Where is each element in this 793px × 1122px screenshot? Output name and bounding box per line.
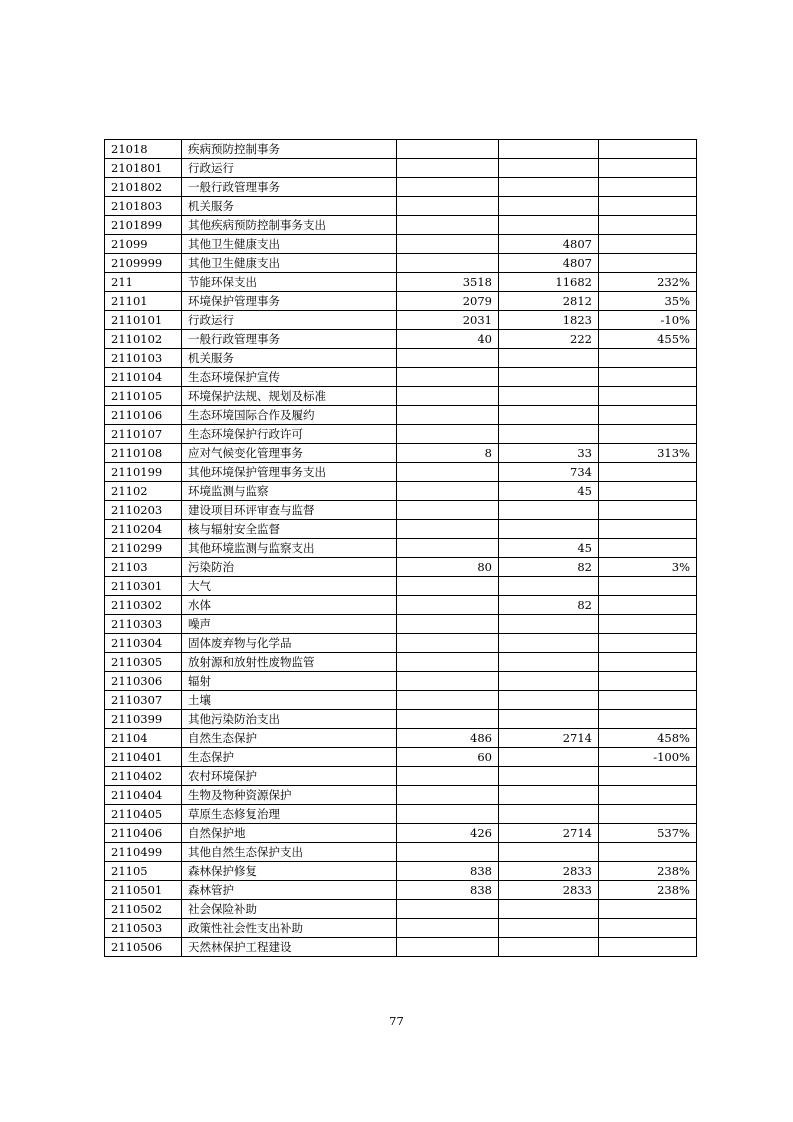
subject-code-cell: 2101803 — [105, 197, 182, 216]
subject-code-cell: 2110103 — [105, 349, 182, 368]
subject-name-cell: 机关服务 — [182, 349, 397, 368]
value-col1-cell: 8 — [397, 444, 499, 463]
value-col1-cell — [397, 843, 499, 862]
value-col1-cell — [397, 178, 499, 197]
subject-name-cell: 森林保护修复 — [182, 862, 397, 881]
value-col1-cell — [397, 653, 499, 672]
value-col2-cell — [499, 501, 599, 520]
subject-name-cell: 应对气候变化管理事务 — [182, 444, 397, 463]
value-col2-cell — [499, 216, 599, 235]
change-percent-cell: 3% — [599, 558, 697, 577]
value-col1-cell — [397, 767, 499, 786]
table-row — [105, 805, 697, 824]
value-col1-cell: 80 — [397, 558, 499, 577]
value-col2-cell — [499, 577, 599, 596]
subject-name-cell: 一般行政管理事务 — [182, 330, 397, 349]
subject-code-cell: 211 — [105, 273, 182, 292]
change-percent-cell — [599, 710, 697, 729]
table-row — [105, 254, 697, 273]
subject-code-cell: 2110301 — [105, 577, 182, 596]
value-col1-cell — [397, 539, 499, 558]
subject-code-cell: 21099 — [105, 235, 182, 254]
value-col1-cell: 838 — [397, 862, 499, 881]
subject-name-cell: 其他自然生态保护支出 — [182, 843, 397, 862]
subject-code-cell: 2110404 — [105, 786, 182, 805]
change-percent-cell — [599, 539, 697, 558]
subject-name-cell: 生态环境国际合作及履约 — [182, 406, 397, 425]
subject-code-cell: 2110299 — [105, 539, 182, 558]
subject-code-cell: 2110402 — [105, 767, 182, 786]
subject-name-cell: 疾病预防控制事务 — [182, 140, 397, 159]
change-percent-cell: -100% — [599, 748, 697, 767]
change-percent-cell — [599, 805, 697, 824]
subject-code-cell: 2110108 — [105, 444, 182, 463]
subject-code-cell: 2101801 — [105, 159, 182, 178]
subject-name-cell: 噪声 — [182, 615, 397, 634]
value-col2-cell: 222 — [499, 330, 599, 349]
value-col2-cell: 2833 — [499, 862, 599, 881]
subject-name-cell: 行政运行 — [182, 311, 397, 330]
value-col2-cell — [499, 786, 599, 805]
subject-code-cell: 2101899 — [105, 216, 182, 235]
subject-name-cell: 水体 — [182, 596, 397, 615]
value-col1-cell — [397, 900, 499, 919]
subject-code-cell: 21105 — [105, 862, 182, 881]
subject-name-cell: 污染防治 — [182, 558, 397, 577]
value-col1-cell — [397, 254, 499, 273]
table-row — [105, 406, 697, 425]
value-col1-cell: 838 — [397, 881, 499, 900]
table-row — [105, 387, 697, 406]
value-col2-cell — [499, 159, 599, 178]
table-row — [105, 786, 697, 805]
value-col1-cell: 40 — [397, 330, 499, 349]
value-col1-cell — [397, 425, 499, 444]
change-percent-cell — [599, 672, 697, 691]
value-col1-cell — [397, 349, 499, 368]
subject-name-cell: 土壤 — [182, 691, 397, 710]
value-col2-cell — [499, 197, 599, 216]
table-row — [105, 520, 697, 539]
subject-code-cell: 2110501 — [105, 881, 182, 900]
change-percent-cell: 232% — [599, 273, 697, 292]
subject-code-cell: 2110499 — [105, 843, 182, 862]
value-col1-cell — [397, 919, 499, 938]
subject-code-cell: 2109999 — [105, 254, 182, 273]
subject-code-cell: 2110304 — [105, 634, 182, 653]
subject-name-cell: 生态保护 — [182, 748, 397, 767]
change-percent-cell — [599, 216, 697, 235]
subject-code-cell: 21103 — [105, 558, 182, 577]
subject-code-cell: 2110302 — [105, 596, 182, 615]
subject-name-cell: 生物及物种资源保护 — [182, 786, 397, 805]
value-col2-cell: 33 — [499, 444, 599, 463]
value-col1-cell: 2031 — [397, 311, 499, 330]
subject-name-cell: 核与辐射安全监督 — [182, 520, 397, 539]
subject-code-cell: 2110199 — [105, 463, 182, 482]
subject-name-cell: 其他卫生健康支出 — [182, 235, 397, 254]
subject-code-cell: 21102 — [105, 482, 182, 501]
change-percent-cell — [599, 178, 697, 197]
value-col2-cell: 45 — [499, 539, 599, 558]
subject-name-cell: 其他环境保护管理事务支出 — [182, 463, 397, 482]
change-percent-cell — [599, 520, 697, 539]
subject-name-cell: 其他卫生健康支出 — [182, 254, 397, 273]
value-col2-cell: 82 — [499, 596, 599, 615]
subject-code-cell: 2110401 — [105, 748, 182, 767]
value-col2-cell — [499, 672, 599, 691]
table-row — [105, 710, 697, 729]
change-percent-cell — [599, 767, 697, 786]
value-col2-cell — [499, 653, 599, 672]
subject-name-cell: 环境监测与监察 — [182, 482, 397, 501]
subject-name-cell: 其他疾病预防控制事务支出 — [182, 216, 397, 235]
subject-name-cell: 自然生态保护 — [182, 729, 397, 748]
value-col1-cell — [397, 786, 499, 805]
change-percent-cell: 313% — [599, 444, 697, 463]
value-col2-cell: 2714 — [499, 824, 599, 843]
subject-code-cell: 2110307 — [105, 691, 182, 710]
table-row — [105, 634, 697, 653]
subject-name-cell: 其他污染防治支出 — [182, 710, 397, 729]
change-percent-cell — [599, 254, 697, 273]
change-percent-cell — [599, 368, 697, 387]
change-percent-cell — [599, 349, 697, 368]
table-row — [105, 938, 697, 957]
value-col2-cell — [499, 748, 599, 767]
change-percent-cell — [599, 843, 697, 862]
subject-code-cell: 2110102 — [105, 330, 182, 349]
value-col2-cell — [499, 349, 599, 368]
value-col2-cell: 2812 — [499, 292, 599, 311]
table-row — [105, 843, 697, 862]
value-col1-cell — [397, 938, 499, 957]
budget-table — [104, 139, 697, 957]
change-percent-cell — [599, 463, 697, 482]
table-row — [105, 349, 697, 368]
value-col1-cell — [397, 463, 499, 482]
value-col2-cell — [499, 425, 599, 444]
table-row — [105, 919, 697, 938]
change-percent-cell: 35% — [599, 292, 697, 311]
subject-code-cell: 2110106 — [105, 406, 182, 425]
change-percent-cell — [599, 691, 697, 710]
subject-code-cell: 2110506 — [105, 938, 182, 957]
value-col2-cell — [499, 767, 599, 786]
change-percent-cell — [599, 501, 697, 520]
subject-name-cell: 固体废弃物与化学品 — [182, 634, 397, 653]
subject-code-cell: 2110105 — [105, 387, 182, 406]
value-col2-cell: 4807 — [499, 235, 599, 254]
value-col1-cell: 60 — [397, 748, 499, 767]
change-percent-cell — [599, 596, 697, 615]
table-row — [105, 235, 697, 254]
value-col2-cell — [499, 805, 599, 824]
value-col2-cell — [499, 691, 599, 710]
subject-name-cell: 天然林保护工程建设 — [182, 938, 397, 957]
table-row — [105, 444, 697, 463]
change-percent-cell: 455% — [599, 330, 697, 349]
value-col1-cell — [397, 482, 499, 501]
subject-name-cell: 一般行政管理事务 — [182, 178, 397, 197]
subject-name-cell: 环境保护管理事务 — [182, 292, 397, 311]
subject-code-cell: 2101802 — [105, 178, 182, 197]
table-row — [105, 653, 697, 672]
subject-name-cell: 建设项目环评审查与监督 — [182, 501, 397, 520]
value-col2-cell: 4807 — [499, 254, 599, 273]
value-col1-cell — [397, 501, 499, 520]
table-row — [105, 273, 697, 292]
table-row — [105, 178, 697, 197]
table-row — [105, 140, 697, 159]
subject-code-cell: 2110406 — [105, 824, 182, 843]
table-row — [105, 900, 697, 919]
subject-code-cell: 2110405 — [105, 805, 182, 824]
table-row — [105, 311, 697, 330]
change-percent-cell: 238% — [599, 862, 697, 881]
value-col2-cell — [499, 178, 599, 197]
change-percent-cell — [599, 653, 697, 672]
value-col2-cell — [499, 919, 599, 938]
value-col1-cell: 3518 — [397, 273, 499, 292]
subject-name-cell: 其他环境监测与监察支出 — [182, 539, 397, 558]
value-col1-cell — [397, 691, 499, 710]
subject-code-cell: 2110502 — [105, 900, 182, 919]
value-col2-cell — [499, 938, 599, 957]
subject-name-cell: 社会保险补助 — [182, 900, 397, 919]
subject-name-cell: 辐射 — [182, 672, 397, 691]
change-percent-cell: 537% — [599, 824, 697, 843]
change-percent-cell — [599, 786, 697, 805]
value-col2-cell — [499, 406, 599, 425]
value-col2-cell — [499, 900, 599, 919]
value-col1-cell — [397, 159, 499, 178]
value-col2-cell: 1823 — [499, 311, 599, 330]
table-row — [105, 691, 697, 710]
value-col1-cell — [397, 387, 499, 406]
change-percent-cell — [599, 577, 697, 596]
change-percent-cell — [599, 140, 697, 159]
value-col2-cell — [499, 843, 599, 862]
subject-code-cell: 2110503 — [105, 919, 182, 938]
subject-name-cell: 草原生态修复治理 — [182, 805, 397, 824]
subject-code-cell: 2110305 — [105, 653, 182, 672]
table-row — [105, 539, 697, 558]
table-row — [105, 330, 697, 349]
change-percent-cell — [599, 425, 697, 444]
value-col1-cell — [397, 406, 499, 425]
table-row — [105, 425, 697, 444]
subject-name-cell: 政策性社会性支出补助 — [182, 919, 397, 938]
change-percent-cell — [599, 387, 697, 406]
table-row — [105, 216, 697, 235]
budget-table-body — [105, 140, 697, 957]
value-col1-cell — [397, 577, 499, 596]
page-number: 77 — [389, 1014, 404, 1028]
subject-code-cell: 2110101 — [105, 311, 182, 330]
change-percent-cell — [599, 235, 697, 254]
value-col1-cell — [397, 710, 499, 729]
subject-name-cell: 节能环保支出 — [182, 273, 397, 292]
table-row — [105, 558, 697, 577]
subject-code-cell: 21018 — [105, 140, 182, 159]
change-percent-cell — [599, 482, 697, 501]
value-col2-cell — [499, 387, 599, 406]
value-col2-cell — [499, 368, 599, 387]
value-col2-cell — [499, 140, 599, 159]
value-col1-cell — [397, 615, 499, 634]
value-col1-cell: 426 — [397, 824, 499, 843]
value-col2-cell — [499, 615, 599, 634]
subject-code-cell: 2110104 — [105, 368, 182, 387]
subject-code-cell: 2110399 — [105, 710, 182, 729]
subject-name-cell: 自然保护地 — [182, 824, 397, 843]
table-row — [105, 292, 697, 311]
table-row — [105, 881, 697, 900]
change-percent-cell — [599, 938, 697, 957]
subject-name-cell: 行政运行 — [182, 159, 397, 178]
value-col2-cell — [499, 634, 599, 653]
value-col1-cell — [397, 216, 499, 235]
subject-code-cell: 21101 — [105, 292, 182, 311]
change-percent-cell — [599, 919, 697, 938]
value-col1-cell — [397, 596, 499, 615]
value-col1-cell — [397, 368, 499, 387]
value-col2-cell: 11682 — [499, 273, 599, 292]
value-col1-cell — [397, 197, 499, 216]
subject-code-cell: 2110303 — [105, 615, 182, 634]
value-col1-cell — [397, 672, 499, 691]
subject-name-cell: 生态环境保护行政许可 — [182, 425, 397, 444]
value-col2-cell: 82 — [499, 558, 599, 577]
value-col1-cell — [397, 520, 499, 539]
table-row — [105, 729, 697, 748]
subject-name-cell: 森林管护 — [182, 881, 397, 900]
table-row — [105, 482, 697, 501]
change-percent-cell — [599, 406, 697, 425]
change-percent-cell — [599, 634, 697, 653]
value-col2-cell: 2714 — [499, 729, 599, 748]
subject-code-cell: 2110306 — [105, 672, 182, 691]
change-percent-cell — [599, 615, 697, 634]
subject-code-cell: 2110204 — [105, 520, 182, 539]
value-col2-cell — [499, 710, 599, 729]
value-col2-cell: 2833 — [499, 881, 599, 900]
table-row — [105, 368, 697, 387]
table-row — [105, 577, 697, 596]
value-col1-cell: 2079 — [397, 292, 499, 311]
value-col2-cell: 734 — [499, 463, 599, 482]
change-percent-cell: 238% — [599, 881, 697, 900]
table-row — [105, 197, 697, 216]
table-row — [105, 596, 697, 615]
value-col1-cell: 486 — [397, 729, 499, 748]
subject-name-cell: 农村环境保护 — [182, 767, 397, 786]
value-col1-cell — [397, 805, 499, 824]
value-col2-cell: 45 — [499, 482, 599, 501]
table-row — [105, 463, 697, 482]
value-col1-cell — [397, 634, 499, 653]
table-row — [105, 862, 697, 881]
subject-name-cell: 生态环境保护宣传 — [182, 368, 397, 387]
table-row — [105, 159, 697, 178]
value-col2-cell — [499, 520, 599, 539]
subject-code-cell: 2110107 — [105, 425, 182, 444]
value-col1-cell — [397, 140, 499, 159]
table-row — [105, 672, 697, 691]
subject-name-cell: 环境保护法规、规划及标准 — [182, 387, 397, 406]
table-row — [105, 501, 697, 520]
table-row — [105, 824, 697, 843]
value-col1-cell — [397, 235, 499, 254]
subject-name-cell: 大气 — [182, 577, 397, 596]
table-row — [105, 615, 697, 634]
subject-code-cell: 2110203 — [105, 501, 182, 520]
change-percent-cell: -10% — [599, 311, 697, 330]
subject-code-cell: 21104 — [105, 729, 182, 748]
table-row — [105, 748, 697, 767]
change-percent-cell — [599, 900, 697, 919]
subject-name-cell: 放射源和放射性废物监管 — [182, 653, 397, 672]
change-percent-cell — [599, 159, 697, 178]
change-percent-cell: 458% — [599, 729, 697, 748]
subject-name-cell: 机关服务 — [182, 197, 397, 216]
table-row — [105, 767, 697, 786]
change-percent-cell — [599, 197, 697, 216]
